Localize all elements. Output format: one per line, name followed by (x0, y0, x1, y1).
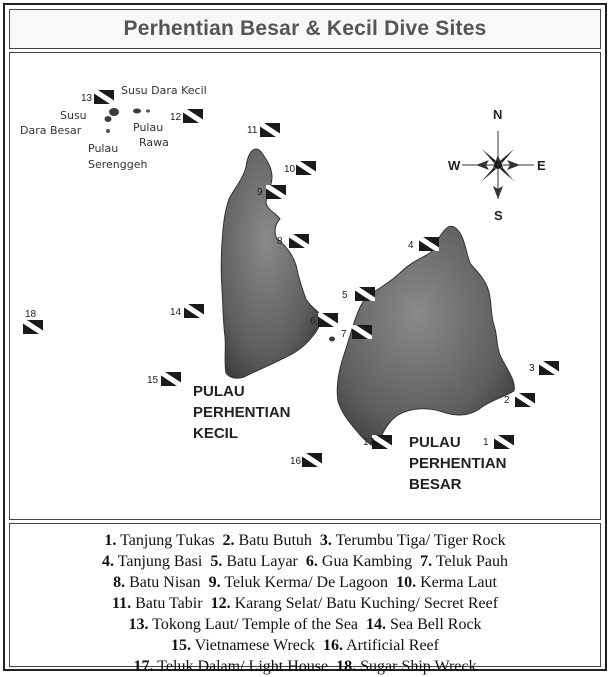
dive-flag-icon (184, 304, 204, 318)
legend-entry-name: Sea Bell Rock (390, 616, 482, 633)
legend-entry (223, 532, 312, 549)
legend-entry-name: Terumbu Tiga/ Tiger Rock (335, 532, 506, 549)
legend-entry (396, 574, 497, 591)
legend-entry-number: 1. (104, 532, 117, 549)
legend-entry (104, 532, 214, 549)
legend-entry-number: 15. (171, 637, 192, 654)
title-panel (9, 9, 601, 49)
site-number-15: 15 (147, 375, 159, 386)
legend-entry-name: Tanjung Basi (117, 553, 203, 570)
legend-line (10, 551, 600, 572)
legend-entry (366, 616, 482, 633)
legend-entry-number: 11. (111, 595, 132, 612)
dive-flag-icon (318, 313, 338, 327)
islet-susu-dara (109, 108, 119, 116)
site-number-16: 16 (290, 456, 302, 467)
legend-entry-number: 3. (319, 532, 332, 549)
legend-entry-number: 17. (133, 658, 154, 675)
legend-line (10, 614, 600, 635)
legend-line (10, 593, 600, 614)
site-number-6: 6 (310, 316, 316, 327)
map-canvas (10, 53, 600, 519)
legend-entry-number: 4. (101, 553, 114, 570)
site-number-8: 8 (277, 236, 283, 247)
legend-entry (420, 553, 508, 570)
site-number-17: 17 (363, 437, 375, 448)
site-number-13: 13 (81, 93, 93, 104)
legend-entry-name: Artificial Reef (346, 637, 439, 654)
legend-list (10, 530, 600, 677)
compass-s: S (494, 208, 503, 223)
compass-w: W (448, 158, 461, 173)
site-number-2: 2 (504, 395, 510, 406)
map-title: Perhentian Besar & Kecil Dive Sites (123, 17, 487, 40)
site-number-11: 11 (247, 125, 258, 136)
legend-entry-name: Batu Butuh (238, 532, 312, 549)
legend-entry-name: Teluk Pauh (435, 553, 509, 570)
label-pulau-serenggeh-1: Pulau (88, 142, 119, 155)
label-pulau-rawa-2: Rawa (139, 136, 169, 149)
label-besar-1: PULAU (409, 434, 461, 451)
islet-pulau-rawa (133, 109, 141, 114)
legend-entry-number: 2. (222, 532, 235, 549)
legend-entry-name: Vietnamese Wreck (194, 637, 315, 654)
compass-n: N (493, 107, 503, 122)
dive-flag-icon (372, 435, 392, 449)
legend-entry (112, 595, 203, 612)
site-number-9: 9 (257, 187, 263, 198)
site-number-5: 5 (342, 290, 348, 301)
dive-flag-icon (539, 361, 559, 375)
dive-flag-icon (296, 161, 316, 175)
legend-line (10, 635, 600, 656)
legend-entry-name: Batu Tabir (135, 595, 203, 612)
islet-susu-dara-besar (105, 116, 112, 122)
dive-flag-icon (355, 287, 375, 301)
islet-gua-kambing (329, 337, 335, 342)
legend-entry (306, 553, 412, 570)
dive-flag-icon (183, 109, 203, 123)
legend-entry-name: Tokong Laut/ Temple of the Sea (152, 616, 359, 633)
islet-rawa-small (146, 109, 150, 112)
label-besar-3: BESAR (409, 476, 462, 493)
legend-entry-name: Sugar Ship Wreck (360, 658, 477, 675)
compass-rose (448, 107, 546, 223)
legend-entry (320, 532, 506, 549)
legend-line (10, 572, 600, 593)
label-susu-dara-besar-2: Dara Besar (20, 124, 82, 137)
legend-entry-number: 10. (396, 574, 417, 591)
legend-entry-name: Batu Layar (226, 553, 298, 570)
legend-entry (323, 637, 439, 654)
dive-flag-icon (289, 234, 309, 248)
legend-entry (209, 574, 388, 591)
site-number-4: 4 (408, 240, 414, 251)
dive-flag-icon (419, 237, 439, 251)
dive-flag-icon (260, 123, 280, 137)
dive-flag-icon (266, 185, 286, 199)
legend-entry (171, 637, 315, 654)
legend-entry-number: 9. (208, 574, 221, 591)
dive-flag-icon (494, 435, 514, 449)
legend-entry-number: 12. (210, 595, 231, 612)
legend-entry (102, 553, 202, 570)
label-susu-dara-besar-1: Susu (60, 109, 87, 122)
legend-entry-number: 5. (210, 553, 223, 570)
legend-entry (211, 595, 498, 612)
compass-e: E (537, 158, 546, 173)
site-number-10: 10 (284, 164, 296, 175)
site-number-3: 3 (529, 363, 535, 374)
legend-entry (128, 616, 358, 633)
dive-flag-icon (161, 372, 181, 386)
label-pulau-serenggeh-2: Serenggeh (88, 158, 148, 171)
legend-entry-name: Teluk Kerma/ De Lagoon (224, 574, 389, 591)
label-susu-dara-kecil: Susu Dara Kecil (121, 84, 207, 97)
label-besar-2: PERHENTIAN (409, 455, 507, 472)
islet-serenggeh (106, 129, 110, 133)
legend-panel (9, 523, 601, 675)
island-perhentian-kecil (221, 149, 320, 378)
legend-entry-name: Teluk Dalam/ Light House (157, 658, 329, 675)
legend-entry-name: Karang Selat/ Batu Kuching/ Secret Reef (234, 595, 499, 612)
legend-entry-number: 8. (113, 574, 126, 591)
dive-flag-icon (352, 325, 372, 339)
legend-entry-number: 18. (336, 658, 357, 675)
dive-flag-icon (302, 453, 322, 467)
legend-entry (336, 658, 476, 675)
legend-entry (134, 658, 329, 675)
legend-entry-number: 16. (323, 637, 343, 654)
legend-entry-number: 14. (366, 616, 387, 633)
label-kecil-1: PULAU (193, 383, 245, 400)
legend-entry-number: 6. (305, 553, 318, 570)
dive-flag-icon (515, 393, 535, 407)
legend-entry-name: Batu Nisan (129, 574, 201, 591)
legend-entry-number: 13. (128, 616, 149, 633)
legend-entry-name: Gua Kambing (321, 553, 413, 570)
label-kecil-2: PERHENTIAN (193, 404, 291, 421)
site-number-18: 18 (25, 309, 37, 320)
site-number-1: 1 (483, 437, 489, 448)
legend-entry (113, 574, 201, 591)
legend-entry-name: Tanjung Tukas (120, 532, 215, 549)
site-number-12: 12 (170, 112, 182, 123)
map-panel (9, 52, 601, 520)
label-pulau-rawa-1: Pulau (133, 121, 164, 134)
legend-line (10, 530, 600, 551)
dive-flag-icon (23, 320, 43, 334)
label-kecil-3: KECIL (193, 425, 238, 442)
site-number-14: 14 (170, 307, 182, 318)
legend-entry (210, 553, 298, 570)
site-number-7: 7 (341, 329, 347, 340)
dive-flag-icon (94, 90, 114, 104)
legend-entry-name: Kerma Laut (420, 574, 497, 591)
legend-line (10, 656, 600, 677)
legend-entry-number: 7. (420, 553, 433, 570)
